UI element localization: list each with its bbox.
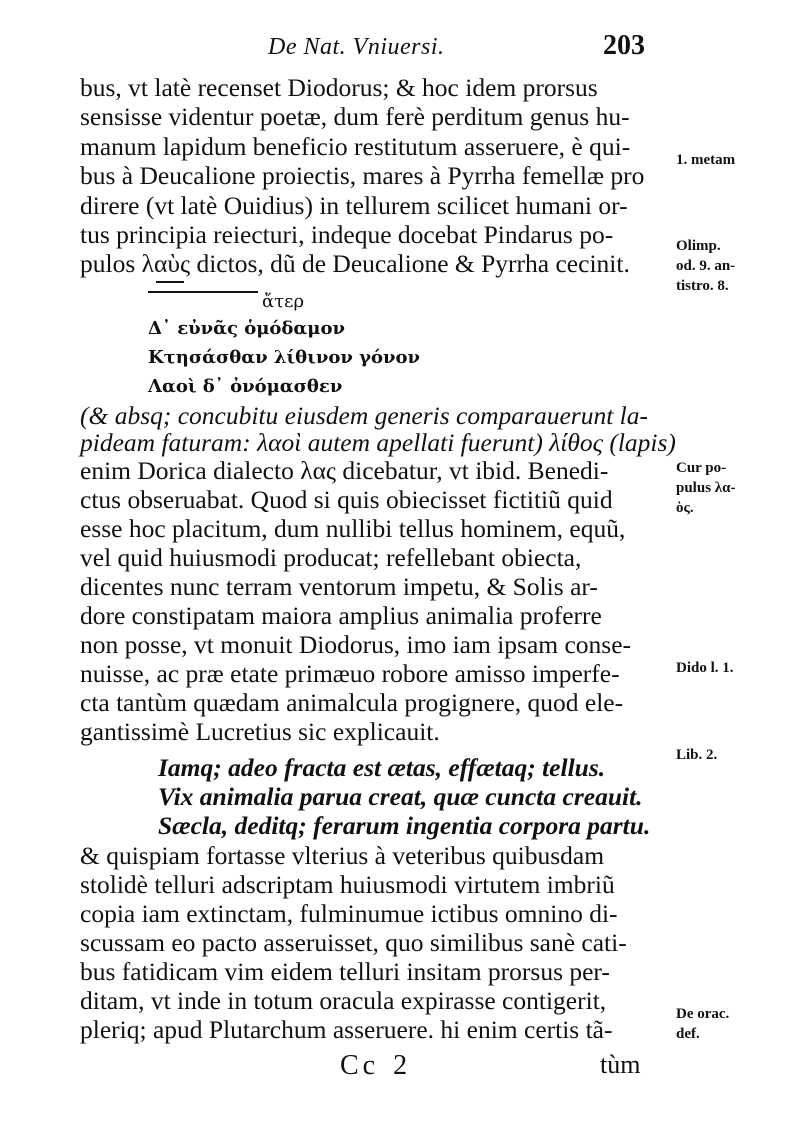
body-line-3: manum lapidum beneficio restitutum asseruere, è qui- [80, 132, 631, 161]
body-line-23: scussam eo pacto asseruisset, quo similibus sanè cati- [80, 928, 627, 957]
catchword: tùm [600, 1050, 641, 1079]
running-title: De Nat. Vniuersi. [268, 34, 445, 60]
body-line-18: cta tantùm quædam animalcula progignere, quod ele- [80, 688, 624, 717]
body-line-24: bus fatidicam vim eidem telluri insitam prorsus per- [80, 957, 610, 986]
greek-verse-line-3: Κτησάσθαν λίθινον γόνον [148, 347, 421, 368]
body-line-17: nuisse, ac præ etate primæuo robore amisso imperfe- [80, 659, 620, 688]
body-line-12: esse hoc placitum, dum nullibi tellus hominem, equũ, [80, 514, 626, 543]
verse-line-3: Sæcla, deditq; ferarum ingentia corpora partu. [158, 811, 651, 840]
margin-note-1: 1. metam [676, 152, 736, 168]
verse-line-2: Vix animalia parua creat, quæ cuncta creauit. [158, 782, 643, 811]
verse-line-1: Iamq; adeo fracta est ætas, effætaq; tellus. [158, 753, 606, 782]
signature-mark [340, 1050, 425, 1082]
body-line-1: bus, vt latè recenset Diodorus; & hoc idem prorsus [80, 73, 598, 102]
body-line-9: pideam faturam: λαοὶ autem apellati fuerunt) λίθος (lapis) [80, 428, 676, 457]
margin-note-3: Cur po- pulus λα- ὸς. [676, 460, 736, 516]
body-line-13: vel quid huiusmodi producat; refellebant obiecta, [80, 543, 582, 572]
body-line-2: sensisse videntur poetæ, dum ferè perditum genus hu- [80, 102, 630, 131]
body-line-7: pulos λαὺς dictos, dũ de Deucalione & Pyrrha cecinit. [80, 249, 630, 278]
body-line-4: bus à Deucalione proiectis, mares à Pyrrha femellæ pro [80, 161, 645, 190]
short-rule [156, 281, 184, 283]
body-line-22: copia iam extinctam, fulminumue ictibus omnino di- [80, 899, 618, 928]
greek-verse-line-1: ἄτερ [262, 291, 305, 312]
body-line-19: gantissimè Lucretius sic explicauit. [80, 717, 440, 746]
body-line-26: pleriq; apud Plutarchum asseruere. hi enim certis tã- [80, 1015, 613, 1044]
body-line-10: enim Dorica dialecto λας dicebatur, vt ibid. Benedi- [80, 456, 609, 485]
page-number: 203 [603, 30, 645, 61]
greek-verse-line-4: Λαοὶ δ᾽ ὀνόμασθεν [148, 376, 343, 397]
body-line-25: ditam, vt inde in totum oracula expirasse contigerit, [80, 986, 607, 1015]
body-line-8: (& absq; concubitu eiusdem generis comparauerunt la- [80, 401, 648, 430]
long-rule [148, 291, 258, 293]
body-line-5: direre (vt latè Ouidius) in tellurem scilicet humani or- [80, 191, 628, 220]
body-line-6: tus principia reiecturi, indeque docebat Pindarus po- [80, 220, 614, 249]
body-line-11: ctus obseruabat. Quod si quis obiecisset fictitiũ quid [80, 485, 613, 514]
body-line-14: dicentes nunc terram ventorum impetu, & Solis ar- [80, 572, 598, 601]
body-line-15: dore constipatam maiora amplius animalia proferre [80, 601, 602, 630]
margin-note-4: Dido l. 1. [676, 660, 734, 676]
margin-note-2: Olimp. od. 9. an- tistro. 8. [676, 238, 736, 294]
body-line-16: non posse, vt monuit Diodorus, imo iam ipsam conse- [80, 630, 632, 659]
body-line-21: stolidè telluri adscriptam huiusmodi virtutem imbriũ [80, 870, 615, 899]
greek-verse-line-2: Δ᾽ εὐνᾶς ὁμόδαμον [148, 318, 345, 339]
body-line-20: & quispiam fortasse vlterius à veteribus quibusdam [80, 841, 605, 870]
signature-number: 2 [393, 1050, 412, 1081]
margin-note-6: De orac. def. [676, 1006, 730, 1042]
signature-letters: Cc [340, 1050, 380, 1081]
margin-note-5: Lib. 2. [676, 747, 718, 763]
